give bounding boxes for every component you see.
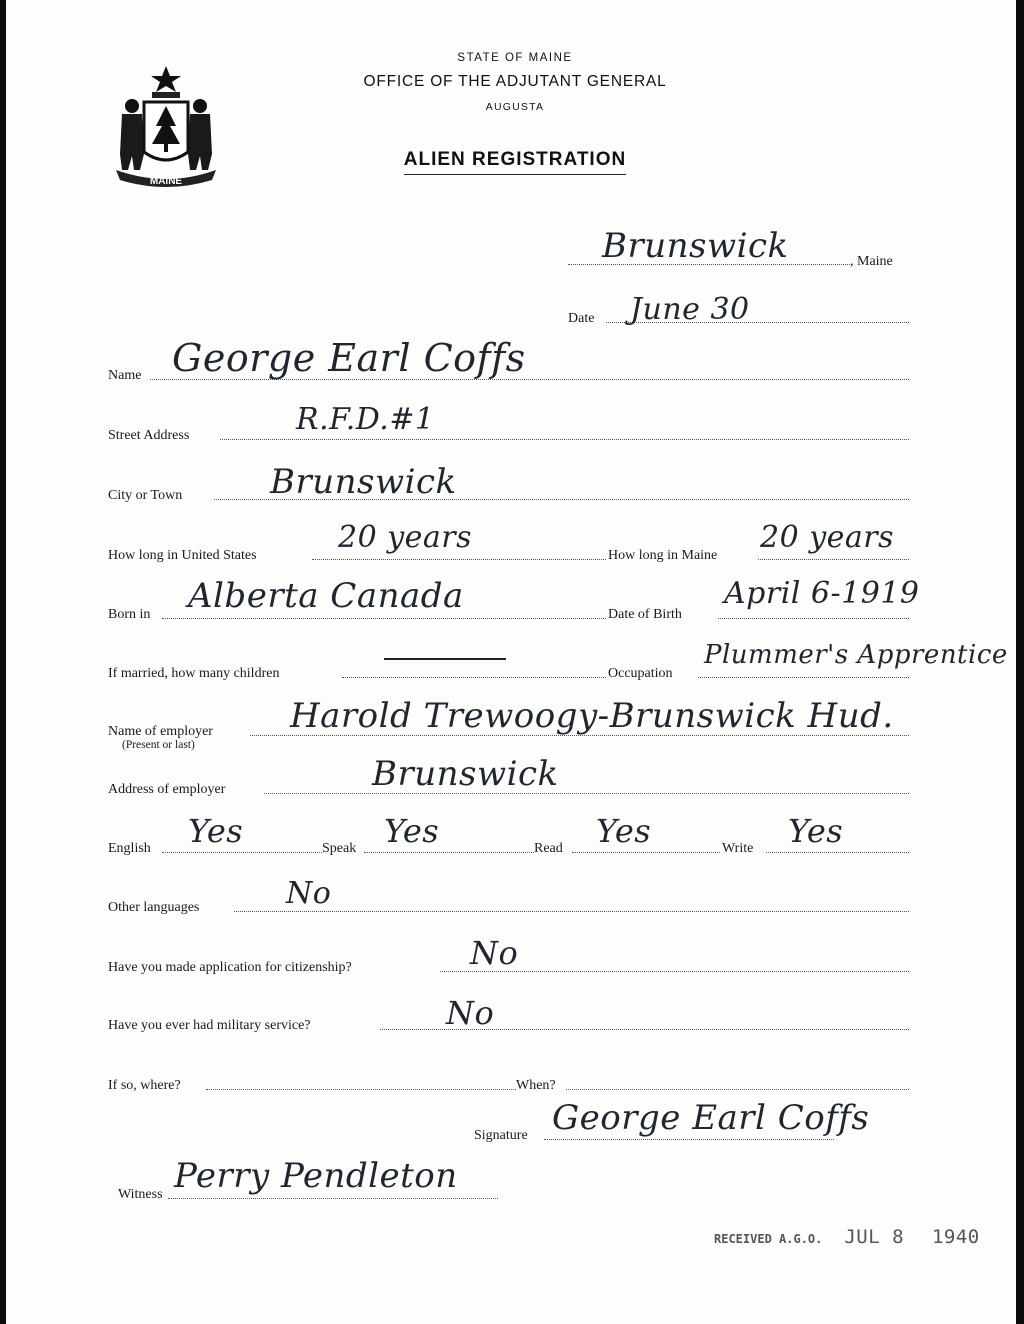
- us-time-value: 20 years: [338, 520, 473, 555]
- read-label: Read: [534, 841, 563, 856]
- city-label: City or Town: [108, 488, 183, 503]
- city-heading: AUGUSTA: [485, 101, 545, 113]
- where-label: If so, where?: [108, 1078, 181, 1093]
- street-line: [220, 439, 909, 440]
- write-label: Write: [722, 841, 754, 856]
- speak-label: Speak: [322, 841, 357, 856]
- maine-time-label: How long in Maine: [608, 548, 718, 563]
- maine-time-value: 20 years: [760, 520, 895, 555]
- maine-label: , Maine: [850, 254, 893, 269]
- read-value: Yes: [596, 812, 652, 850]
- children-line: [342, 677, 606, 678]
- registration-form: [6, 0, 1016, 1324]
- signature-label: Signature: [474, 1128, 528, 1143]
- children-dash: [384, 658, 506, 660]
- name-value: George Earl Coffs: [172, 336, 526, 380]
- us-time-line: [312, 559, 606, 560]
- name-label: Name: [108, 368, 142, 383]
- street-value: R.F.D.#1: [296, 402, 435, 437]
- write-line: [766, 852, 909, 853]
- english-value: Yes: [188, 812, 244, 850]
- employer-label: Name of employer: [108, 724, 213, 739]
- stamp-received-text: RECEIVED A.G.O.: [714, 1232, 823, 1246]
- english-line: [162, 852, 322, 853]
- born-in-line: [162, 618, 606, 619]
- signature-value: George Earl Coffs: [552, 1098, 870, 1138]
- seal-banner-text: MAINE: [149, 176, 183, 187]
- dob-line: [718, 618, 909, 619]
- office-heading: OFFICE OF THE ADJUTANT GENERAL: [363, 73, 667, 90]
- form-title: ALIEN REGISTRATION: [10, 149, 1020, 171]
- witness-value: Perry Pendleton: [174, 1156, 458, 1196]
- employer-address-value: Brunswick: [372, 754, 559, 794]
- citizenship-label: Have you made application for citizenship?: [108, 960, 352, 975]
- english-label: English: [108, 841, 151, 856]
- born-in-value: Alberta Canada: [188, 576, 464, 616]
- maine-time-line: [758, 559, 909, 560]
- other-languages-line: [234, 911, 909, 912]
- date-label: Date: [568, 311, 595, 326]
- dob-label: Date of Birth: [608, 607, 682, 622]
- street-label: Street Address: [108, 428, 190, 443]
- town-value: Brunswick: [602, 226, 789, 266]
- us-time-label: How long in United States: [108, 548, 257, 563]
- employer-note: (Present or last): [122, 739, 195, 751]
- where-line: [206, 1089, 516, 1090]
- military-label: Have you ever had military service?: [108, 1018, 311, 1033]
- date-value: June 30: [630, 292, 750, 327]
- born-in-label: Born in: [108, 607, 151, 622]
- write-value: Yes: [788, 812, 844, 850]
- occupation-value: Plummer's Apprentice: [704, 640, 1008, 670]
- speak-line: [364, 852, 534, 853]
- witness-label: Witness: [118, 1187, 163, 1202]
- employer-value: Harold Trewoogy-Brunswick Hud.: [290, 696, 894, 736]
- speak-value: Yes: [384, 812, 440, 850]
- employer-address-label: Address of employer: [108, 782, 226, 797]
- stamp-date: JUL 8: [844, 1226, 905, 1248]
- state-heading: STATE OF MAINE: [457, 52, 573, 64]
- other-languages-label: Other languages: [108, 900, 200, 915]
- other-languages-value: No: [286, 876, 332, 911]
- witness-line: [168, 1198, 498, 1199]
- occupation-line: [698, 677, 909, 678]
- received-stamp: [714, 1226, 980, 1248]
- signature-line: [544, 1139, 834, 1140]
- stamp-year: 1940: [931, 1226, 980, 1248]
- employer-address-line: [264, 793, 909, 794]
- when-line: [566, 1089, 909, 1090]
- military-value: No: [446, 994, 495, 1032]
- when-label: When?: [516, 1078, 556, 1093]
- occupation-label: Occupation: [608, 666, 673, 681]
- city-value: Brunswick: [270, 462, 457, 502]
- dob-value: April 6-1919: [724, 576, 920, 611]
- read-line: [572, 852, 720, 853]
- children-label: If married, how many children: [108, 666, 280, 681]
- citizenship-value: No: [470, 934, 519, 972]
